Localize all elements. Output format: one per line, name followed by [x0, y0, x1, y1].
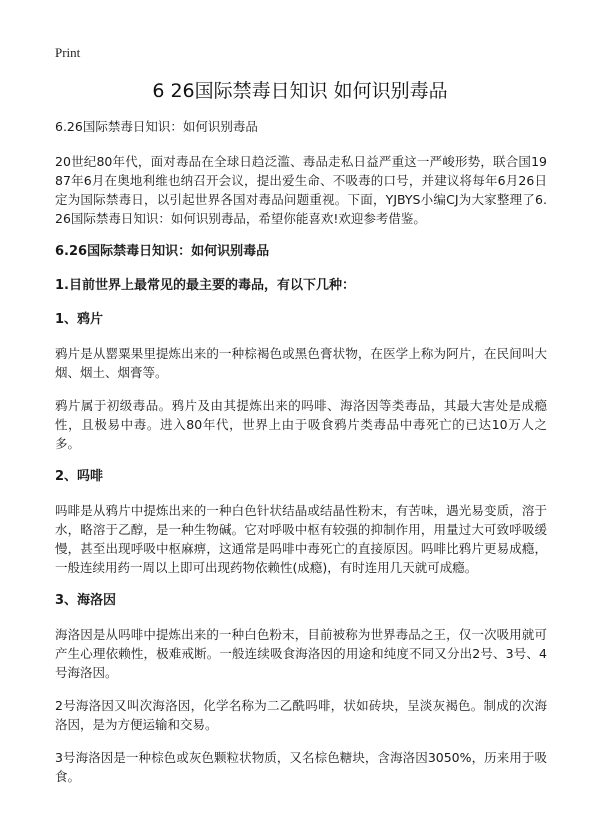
print-link[interactable]: Print — [55, 45, 81, 60]
section-heading: 6.26国际禁毒日知识：如何识别毒品 — [55, 244, 270, 259]
morphine-paragraph: 吗啡是从鸦片中提炼出来的一种白色针状结晶或结晶性粉末，有苦味，遇光易变质，溶于水，略溶于乙醇，是一种生物碱。它对呼吸中枢有较强的抑制作用，用量过大可致呼吸缓慢，甚至出现呼吸中枢麻痹，这通常是吗啡中毒死亡的直接原因。吗啡比鸦片更易成瘾，一般连续用药一周以上即可出现药物依赖性(成瘾)，有时连用几天就可成瘾。 — [55, 503, 547, 575]
page-title: 6 26国际禁毒日知识 如何识别毒品 — [152, 80, 448, 102]
heroin-paragraph-2: 2号海洛因又叫次海洛因，化学名称为二乙酰吗啡，状如砖块，呈淡灰褐色。制成的次海洛因，是为方便运输和交易。 — [55, 698, 547, 732]
article-subtitle: 6.26国际禁毒日知识：如何识别毒品 — [55, 119, 258, 134]
item-heading-heroin: 3、海洛因 — [55, 593, 117, 608]
article-body — [55, 118, 547, 800]
item-heading-opium: 1、鸦片 — [55, 312, 104, 327]
opium-paragraph-2: 鸦片属于初级毒品。鸦片及由其提炼出来的吗啡、海洛因等类毒品，其最大害处是成瘾性，且极易中毒。进入80年代，世界上由于吸食鸦片类毒品中毒死亡的已达10万人之多。 — [55, 398, 547, 451]
intro-paragraph: 20世纪80年代，面对毒品在全球日趋泛滥、毒品走私日益严重这一严峻形势，联合国1987年6月在奥地利维也纳召开会议，提出爱生命、不吸毒的口号，并建议将每年6月26日定为国际禁毒日，以引起世界各国对毒品问题重视。下面，YJBYS小编CJ为大家整理了6.26国际禁毒日知识：如何识别毒品，希望你能喜欢!欢迎参考借鉴。 — [55, 154, 547, 226]
heroin-paragraph-3: 3号海洛因是一种棕色或灰色颗粒状物质，又名棕色糖块，含海洛因3050%，历来用于吸食。 — [55, 750, 547, 784]
heroin-paragraph-1: 海洛因是从吗啡中提炼出来的一种白色粉末，目前被称为世界毒品之王，仅一次吸用就可产生心理依赖性，极难戒断。一般连续吸食海洛因的用途和纯度不同又分出2号、3号、4号海洛因。 — [55, 627, 547, 680]
item-heading-morphine: 2、吗啡 — [55, 469, 104, 484]
list-heading: 1.目前世界上最常见的最主要的毒品，有以下几种： — [55, 278, 355, 293]
opium-paragraph-1: 鸦片是从罂粟果里提炼出来的一种棕褐色或黑色膏状物，在医学上称为阿片，在民间叫大烟、烟土、烟膏等。 — [55, 346, 547, 380]
